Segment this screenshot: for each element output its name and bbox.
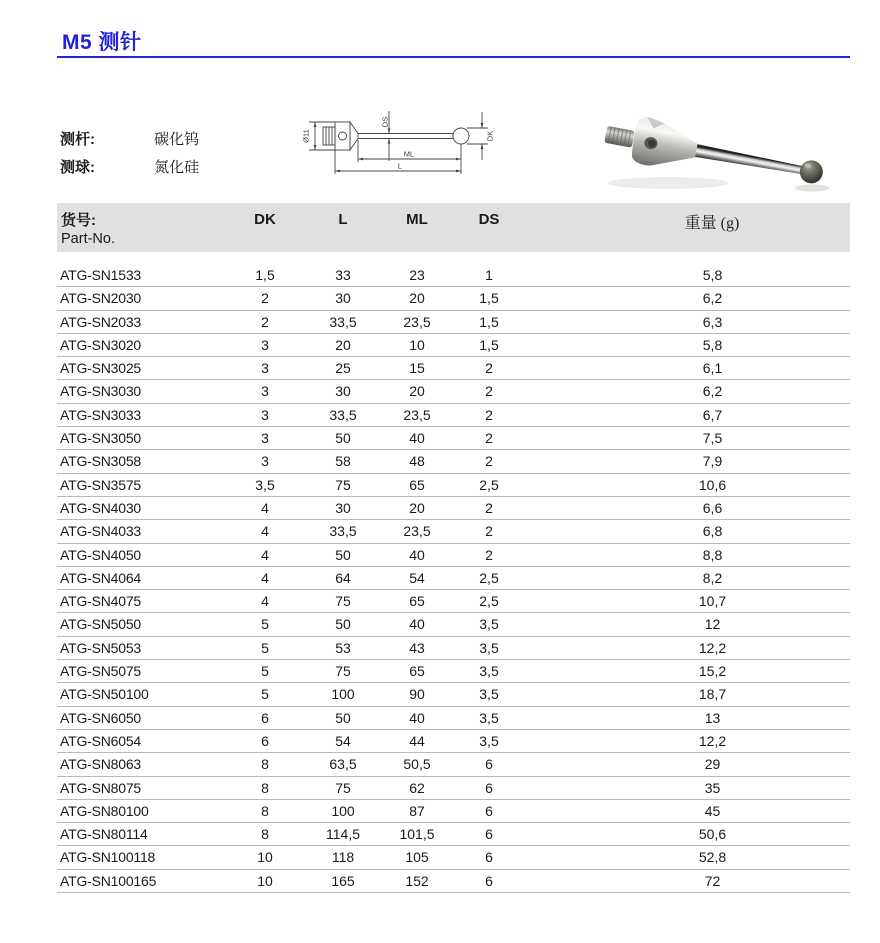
l-cell: 50 [305,706,381,729]
photo-ball [798,158,825,185]
part-number-cell: ATG-SN4064 [57,566,225,589]
dk-cell: 5 [225,636,305,659]
dk-cell: 4 [225,566,305,589]
dk-cell: 10 [225,869,305,892]
part-number-cell: ATG-SN8075 [57,776,225,799]
table-row [57,380,850,403]
table-row [57,310,850,333]
dk-cell: 3 [225,357,305,380]
table-row [57,566,850,589]
weight-cell: 7,9 [525,450,850,473]
ml-cell: 23 [381,264,453,287]
weight-cell: 6,1 [525,357,850,380]
table-row [57,450,850,473]
l-cell: 33 [305,264,381,287]
dk-cell: 8 [225,776,305,799]
table-row [57,496,850,519]
l-cell: 20 [305,333,381,356]
part-number-cell: ATG-SN100118 [57,846,225,869]
ds-cell: 2,5 [453,566,525,589]
ds-cell: 2 [453,543,525,566]
weight-cell: 29 [525,753,850,776]
ml-cell: 40 [381,427,453,450]
ds-cell: 6 [453,869,525,892]
ball-material-value: 氮化硅 [154,159,200,176]
l-cell: 50 [305,543,381,566]
ml-cell: 20 [381,380,453,403]
dk-cell: 2 [225,287,305,310]
dk-cell: 1,5 [225,264,305,287]
part-number-cell: ATG-SN100165 [57,869,225,892]
ds-cell: 2 [453,450,525,473]
dim-label-ml: ML [403,149,415,159]
table-row [57,683,850,706]
table-row [57,846,850,869]
page-title: M5 测针 [62,31,142,54]
l-cell: 30 [305,496,381,519]
weight-cell: 8,2 [525,566,850,589]
part-number-cell: ATG-SN3050 [57,427,225,450]
dk-cell: 4 [225,496,305,519]
ml-cell: 105 [381,846,453,869]
dk-cell: 2 [225,310,305,333]
l-cell: 75 [305,590,381,613]
part-number-cell: ATG-SN5053 [57,636,225,659]
part-number-cell: ATG-SN4050 [57,543,225,566]
ds-cell: 1 [453,264,525,287]
ml-cell: 40 [381,613,453,636]
ds-cell: 1,5 [453,333,525,356]
dk-cell: 5 [225,613,305,636]
weight-cell: 5,8 [525,264,850,287]
dim-label-l: L [397,161,403,171]
part-number-cell: ATG-SN2030 [57,287,225,310]
part-number-cell: ATG-SN5050 [57,613,225,636]
weight-cell: 10,7 [525,590,850,613]
ds-cell: 6 [453,776,525,799]
ml-cell: 62 [381,776,453,799]
ball-material-label: 测球: [60,159,95,176]
table-row [57,706,850,729]
part-number-cell: ATG-SN3033 [57,403,225,426]
table-row [57,403,850,426]
l-cell: 114,5 [305,823,381,846]
ds-cell: 3,5 [453,683,525,706]
l-cell: 100 [305,683,381,706]
weight-cell: 35 [525,776,850,799]
ds-cell: 3,5 [453,636,525,659]
part-number-cell: ATG-SN3030 [57,380,225,403]
ml-cell: 40 [381,543,453,566]
dk-cell: 3 [225,450,305,473]
weight-cell: 12,2 [525,729,850,752]
ml-cell: 44 [381,729,453,752]
header-dk: DK [254,211,276,228]
part-number-cell: ATG-SN1533 [57,264,225,287]
part-number-cell: ATG-SN5075 [57,660,225,683]
table-row [57,333,850,356]
table-row [57,264,850,287]
ml-cell: 20 [381,496,453,519]
ds-cell: 3,5 [453,613,525,636]
l-cell: 25 [305,357,381,380]
shaft-material-row [60,129,199,157]
table-row [57,473,850,496]
header-ml: ML [406,211,428,228]
materials-block [60,129,199,185]
ml-cell: 40 [381,706,453,729]
header-ds: DS [478,211,500,228]
weight-cell: 12,2 [525,636,850,659]
table-row [57,520,850,543]
photo-holder-body [630,115,701,174]
table-row [57,776,850,799]
table-row [57,357,850,380]
shaft-material-value: 碳化钨 [154,131,200,148]
ds-cell: 3,5 [453,706,525,729]
part-number-cell: ATG-SN80100 [57,799,225,822]
dk-cell: 8 [225,823,305,846]
l-cell: 54 [305,729,381,752]
weight-cell: 50,6 [525,823,850,846]
l-cell: 30 [305,287,381,310]
part-number-cell: ATG-SN4030 [57,496,225,519]
ml-cell: 50,5 [381,753,453,776]
header-part-no-zh: 货号: [61,212,96,229]
weight-cell: 8,8 [525,543,850,566]
ds-cell: 2 [453,520,525,543]
ds-cell: 3,5 [453,660,525,683]
part-number-cell: ATG-SN6050 [57,706,225,729]
l-cell: 30 [305,380,381,403]
dk-cell: 8 [225,753,305,776]
ml-cell: 23,5 [381,310,453,333]
ml-cell: 54 [381,566,453,589]
table-row [57,287,850,310]
weight-cell: 15,2 [525,660,850,683]
weight-cell: 6,3 [525,310,850,333]
dk-cell: 4 [225,590,305,613]
weight-cell: 18,7 [525,683,850,706]
l-cell: 75 [305,473,381,496]
table-row [57,427,850,450]
ml-cell: 65 [381,590,453,613]
ds-cell: 2,5 [453,590,525,613]
ml-cell: 101,5 [381,823,453,846]
ds-cell: 6 [453,753,525,776]
photo-shaft [695,144,804,176]
ml-cell: 65 [381,660,453,683]
dk-cell: 3 [225,380,305,403]
weight-cell: 5,8 [525,333,850,356]
table-row [57,613,850,636]
l-cell: 118 [305,846,381,869]
shaft-material-label: 测杆: [60,131,95,148]
l-cell: 50 [305,427,381,450]
ds-cell: 2 [453,357,525,380]
dk-cell: 8 [225,799,305,822]
table-row [57,660,850,683]
table-row [57,636,850,659]
weight-cell: 12 [525,613,850,636]
weight-cell: 6,7 [525,403,850,426]
photo-shadow [608,177,728,189]
part-number-cell: ATG-SN3058 [57,450,225,473]
l-cell: 63,5 [305,753,381,776]
weight-cell: 7,5 [525,427,850,450]
table-row [57,869,850,892]
ds-cell: 1,5 [453,287,525,310]
photo-ball-shadow [795,185,829,192]
dk-cell: 4 [225,520,305,543]
ds-cell: 6 [453,846,525,869]
dim-label-ds: DS [380,116,390,128]
l-cell: 53 [305,636,381,659]
l-cell: 33,5 [305,520,381,543]
ml-cell: 15 [381,357,453,380]
l-cell: 64 [305,566,381,589]
dk-cell: 6 [225,729,305,752]
l-cell: 75 [305,776,381,799]
dk-cell: 3 [225,403,305,426]
dim-label-dk: DK [485,130,495,142]
weight-cell: 72 [525,869,850,892]
dk-cell: 3 [225,333,305,356]
weight-cell: 10,6 [525,473,850,496]
l-cell: 100 [305,799,381,822]
table-row [57,753,850,776]
l-cell: 165 [305,869,381,892]
part-number-cell: ATG-SN3020 [57,333,225,356]
ds-cell: 2 [453,380,525,403]
weight-cell: 45 [525,799,850,822]
table-row [57,799,850,822]
dk-cell: 10 [225,846,305,869]
weight-cell: 6,6 [525,496,850,519]
weight-cell: 52,8 [525,846,850,869]
ds-cell: 2,5 [453,473,525,496]
ds-cell: 2 [453,496,525,519]
table-header [57,203,850,252]
dk-cell: 5 [225,683,305,706]
title-underline [57,56,850,58]
l-cell: 75 [305,660,381,683]
ml-cell: 65 [381,473,453,496]
dk-cell: 5 [225,660,305,683]
ds-cell: 2 [453,427,525,450]
stylus-product-photo [598,84,856,202]
ball-material-row [60,157,199,185]
part-table [57,264,850,893]
header-weight: 重量 (g) [684,215,740,232]
weight-cell: 6,8 [525,520,850,543]
part-number-cell: ATG-SN8063 [57,753,225,776]
ml-cell: 43 [381,636,453,659]
l-cell: 50 [305,613,381,636]
header-l: L [338,211,348,228]
table-row [57,729,850,752]
ml-cell: 23,5 [381,403,453,426]
part-number-cell: ATG-SN4033 [57,520,225,543]
dk-cell: 6 [225,706,305,729]
dk-cell: 3,5 [225,473,305,496]
part-number-cell: ATG-SN4075 [57,590,225,613]
ds-cell: 1,5 [453,310,525,333]
table-row [57,823,850,846]
ds-cell: 6 [453,799,525,822]
weight-cell: 6,2 [525,287,850,310]
weight-cell: 6,2 [525,380,850,403]
ml-cell: 90 [381,683,453,706]
l-cell: 58 [305,450,381,473]
ds-cell: 3,5 [453,729,525,752]
part-number-cell: ATG-SN6054 [57,729,225,752]
table-row [57,543,850,566]
ml-cell: 23,5 [381,520,453,543]
ml-cell: 10 [381,333,453,356]
part-number-cell: ATG-SN3575 [57,473,225,496]
ds-cell: 2 [453,403,525,426]
part-number-cell: ATG-SN2033 [57,310,225,333]
stylus-dimension-drawing [295,86,495,191]
part-number-cell: ATG-SN3025 [57,357,225,380]
ml-cell: 152 [381,869,453,892]
weight-cell: 13 [525,706,850,729]
dk-cell: 3 [225,427,305,450]
l-cell: 33,5 [305,403,381,426]
ds-cell: 6 [453,823,525,846]
ml-cell: 48 [381,450,453,473]
dk-cell: 4 [225,543,305,566]
part-number-cell: ATG-SN80114 [57,823,225,846]
ml-cell: 20 [381,287,453,310]
l-cell: 33,5 [305,310,381,333]
header-part-no-en: Part-No. [61,231,115,247]
dim-label-diameter: Ø11 [301,129,311,143]
ml-cell: 87 [381,799,453,822]
table-row [57,590,850,613]
part-number-cell: ATG-SN50100 [57,683,225,706]
